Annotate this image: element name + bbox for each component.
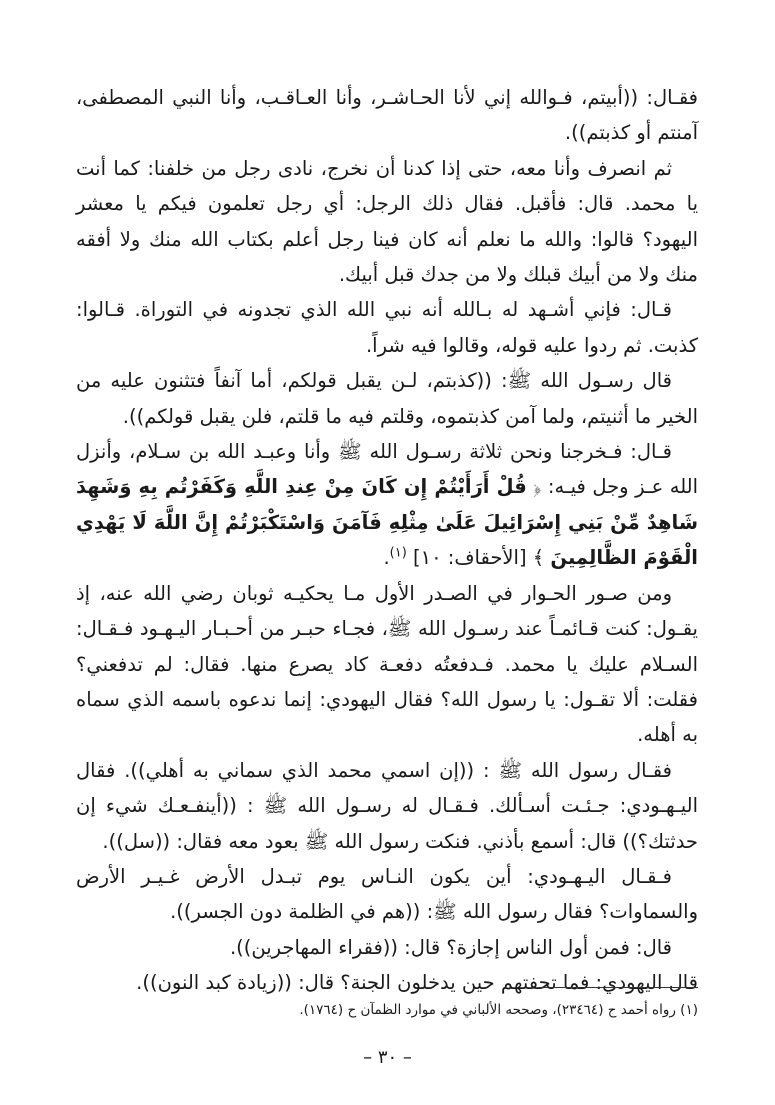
page-number: – ٣٠ – xyxy=(363,1047,412,1068)
footnote-divider xyxy=(539,987,698,988)
paragraph-6: ومن صـور الحـوار في الصـدر الأول مـا يحكيـه ثوبان رضي الله عنه، إذ يقـول: كنت قـائمـاً عند رسـول الله ﷺ، فجـاء حبـر من أحـبـار اليـهـود فـقـال: السـلام عليك يا محمد. فـدفعتُه دفعـة كاد يصرع منها. فقال: لم تدفعني؟ فقلت: ألا تقـول: يا رسول الله؟ فقال اليهودي: إنما ندعوه باسمه الذي سماه به أهله. xyxy=(76,581,698,747)
paragraph-2: ثم انصرف وأنا معه، حتى إذا كدنا أن نخرج، نادى رجل من خلفنا: كما أنت يا محمد. قال: فأقبل. فقال ذلك الرجل: أي رجل تعلمون فيكم يا معشر اليهود؟ قالوا: والله ما نعلم أنه كان فينا رجل أعلم بكتاب الله منك ولا أفقه منك ولا من أبيك قبلك ولا من جدك قبل أبيك. xyxy=(76,156,698,287)
paragraph-3: قـال: فإني أشـهد له بـالله أنه نبي الله الذي تجدونه في التوراة. قـالوا: كذبت. ثم ردوا عليه قوله، وقالوا فيه شراً. xyxy=(76,298,698,357)
paragraph-4: قال رسـول الله ﷺ: ((كذبتم، لـن يقبل قولكم، أما آنفاً فتثنون عليه من الخير ما أثنيتم، ولما آمن كذبتموه، وقلتم فيه ما قلتم، فلن يقبل قولكم)). xyxy=(76,369,698,428)
paragraph-8: فـقـال اليـهـودي: أين يكون النـاس يوم تبـدل الأرض غـيـر الأرض والسماوات؟ فقال رسول الله ﷺ: ((هم في الظلمة دون الجسر)). xyxy=(76,864,698,924)
paragraph-5-text: قـال: فـخرجنا ونحن ثلاثة رسـول الله ﷺ وأنا وعبـد الله بن سـلام، وأنزل الله عـز وجل فيـه: xyxy=(76,440,699,499)
verse-open-bracket: ﴿ xyxy=(533,475,542,499)
verse-close-bracket: ﴾ xyxy=(532,546,545,570)
page-body xyxy=(76,80,698,1001)
footnote: (١) رواه أحمد ح (٢٣٤٦٤)، وصححه الألباني في موارد الظمآن ح (١٧٦٤). xyxy=(299,1002,698,1018)
paragraph-10: قال اليهودي: فما تحفتهم حين يدخلون الجنة؟ قال: ((زيادة كبد النون)). xyxy=(136,971,698,995)
paragraph-5 xyxy=(76,434,698,576)
paragraph-9: قال: فمن أول الناس إجازة؟ قال: ((فقراء المهاجرين)). xyxy=(229,935,672,959)
verse-ending: . xyxy=(383,546,390,570)
verse-reference: [الأحقاف: ١٠] xyxy=(413,546,527,570)
quran-verse: قُلْ أَرَأَيْتُمْ إِن كَانَ مِنْ عِندِ اللَّهِ وَكَفَرْتُم بِهِ وَشَهِدَ شَاهِدٌ مِّنْ بَنِي إِسْرَائِيلَ عَلَىٰ مِثْلِهِ فَآمَنَ وَاسْتَكْبَرْتُمْ إِنَّ اللَّهَ لَا يَهْدِي الْقَوْمَ الظَّالِمِينَ xyxy=(76,475,698,570)
paragraph-7: فقـال رسول الله ﷺ : ((إن اسمي محمد الذي سماني به أهلي)). فقال اليـهـودي: جـئـت أسـألك. فـقـال له رسـول الله ﷺ : ((أينفـعـك شيء إن حدثتك؟)) قال: أسمع بأذني. فنكت رسول الله ﷺ بعود معه فقال: ((سل)). xyxy=(76,758,698,853)
footnote-marker: (١) xyxy=(389,545,407,561)
paragraph-1: فقـال: ((أبيتم، فـوالله إني لأنا الحـاشـر، وأنا العـاقـب، وأنا النبي المصطفى، آمنتم أو كذبتم)). xyxy=(76,86,698,145)
